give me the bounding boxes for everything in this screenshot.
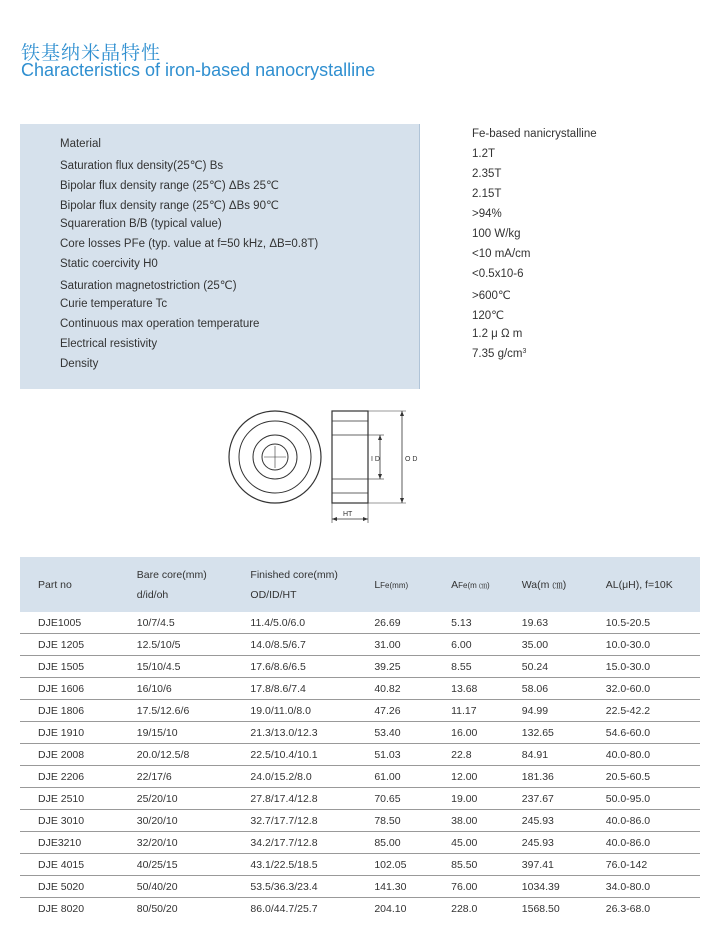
table-row xyxy=(20,678,700,700)
table-cell: DJE 1910 xyxy=(20,722,137,744)
table-cell: 397.41 xyxy=(522,854,606,876)
table-cell: DJE 1606 xyxy=(20,678,137,700)
table-cell: 16.00 xyxy=(451,722,522,744)
table-cell: 32.7/17.7/12.8 xyxy=(250,810,374,832)
table-cell: 5.13 xyxy=(451,612,522,634)
property-label: Bipolar flux density range (25℃) ΔBs 90℃ xyxy=(60,200,279,212)
table-cell: 13.68 xyxy=(451,678,522,700)
property-value: >94% xyxy=(472,208,502,220)
property-label: Core losses PFe (typ. value at f=50 kHz, ΔB=0.8T) xyxy=(60,238,319,250)
table-cell: 245.93 xyxy=(522,832,606,854)
table-cell: 1568.50 xyxy=(521,902,560,915)
table-cell: 35.00 xyxy=(522,634,606,656)
table-row xyxy=(20,612,700,634)
property-value: 2.15T xyxy=(472,188,502,200)
core-front-view xyxy=(229,411,321,503)
table-row xyxy=(20,876,700,898)
table-cell: 19.0/11.0/8.0 xyxy=(250,700,374,722)
table-cell: DJE 2008 xyxy=(20,744,137,766)
table-cell: 85.50 xyxy=(451,854,522,876)
table-cell: 11.4/5.0/6.0 xyxy=(250,612,374,634)
table-cell: DJE 4015 xyxy=(20,854,137,876)
property-value: <0.5x10-6 xyxy=(472,268,524,280)
table-cell: 14.0/8.5/6.7 xyxy=(250,634,374,656)
table-cell: 27.8/17.4/12.8 xyxy=(250,788,374,810)
table-cell: 16/10/6 xyxy=(137,678,251,700)
property-label: Squareration B/B (typical value) xyxy=(60,218,222,230)
property-label: Electrical resistivity xyxy=(60,338,158,350)
table-cell: DJE 3010 xyxy=(20,810,137,832)
property-value: >600℃ xyxy=(472,290,511,302)
table-cell: 53.40 xyxy=(374,722,451,744)
scrollbar-track[interactable] xyxy=(715,540,725,923)
header-bare-core: Bare core(mm) d/id/oh xyxy=(136,568,207,601)
table-cell: DJE1005 xyxy=(20,612,137,634)
table-cell: 31.00 xyxy=(374,634,451,656)
properties-value-panel xyxy=(420,124,700,389)
table-cell: 40.0-80.0 xyxy=(606,744,700,766)
table-cell: DJE 1806 xyxy=(20,700,137,722)
table-cell: 32/20/10 xyxy=(137,832,251,854)
table-cell: 10/7/4.5 xyxy=(137,612,251,634)
header-afe: AFe(m ㎝) xyxy=(451,578,490,591)
core-side-view xyxy=(332,411,406,523)
table-cell: 94.99 xyxy=(522,700,606,722)
table-cell: DJE3210 xyxy=(20,832,137,854)
table-cell: DJE 8020 xyxy=(38,902,85,915)
table-cell: 237.67 xyxy=(522,788,606,810)
table-cell: 141.30 xyxy=(374,876,451,898)
table-cell: 84.91 xyxy=(522,744,606,766)
header-al: AL(μH), f=10K xyxy=(605,578,673,591)
table-cell: 34.0-80.0 xyxy=(606,876,700,898)
table-cell: 50.24 xyxy=(522,656,606,678)
property-label: Continuous max operation temperature xyxy=(60,318,260,330)
table-cell: 22.5/10.4/10.1 xyxy=(250,744,374,766)
table-cell: 85.00 xyxy=(374,832,451,854)
table-row xyxy=(20,832,700,854)
table-header-row xyxy=(20,557,700,612)
table-row xyxy=(20,700,700,722)
table-cell: 53.5/36.3/23.4 xyxy=(250,876,374,898)
table-cell: 19.00 xyxy=(451,788,522,810)
table-cell: DJE 1205 xyxy=(20,634,137,656)
table-cell: 10.5-20.5 xyxy=(606,612,700,634)
table-row xyxy=(20,766,700,788)
table-cell: 11.17 xyxy=(451,700,522,722)
property-value: 1.2 μ Ω m xyxy=(472,328,523,340)
table-row xyxy=(20,656,700,678)
table-row xyxy=(20,722,700,744)
od-label: O D xyxy=(405,456,418,463)
table-cell: 22/17/6 xyxy=(137,766,251,788)
table-cell: 26.3-68.0 xyxy=(605,902,651,915)
id-label: I D xyxy=(371,456,380,463)
title-english: Characteristics of iron-based nanocrystalline xyxy=(21,60,376,80)
property-label: Material xyxy=(60,138,101,150)
property-label: Curie temperature Tc xyxy=(60,298,168,310)
header-part-no: Part no xyxy=(38,578,72,591)
table-cell: DJE 1505 xyxy=(20,656,137,678)
core-spec-table xyxy=(20,557,700,919)
table-cell: 30/20/10 xyxy=(137,810,251,832)
table-cell: 47.26 xyxy=(374,700,451,722)
table-cell: 1034.39 xyxy=(522,876,606,898)
table-cell: 204.10 xyxy=(374,902,407,915)
property-value: 7.35 $g/cm^3$ xyxy=(472,348,527,360)
header-lfe: LFe(mm) xyxy=(374,578,409,591)
table-cell: 43.1/22.5/18.5 xyxy=(250,854,374,876)
table-row xyxy=(20,634,700,656)
property-value: Fe-based nanicrystalline xyxy=(472,128,597,140)
property-value: 1.2T xyxy=(472,148,496,160)
property-value: 100 W/kg xyxy=(472,228,521,240)
table-cell: 40.0-86.0 xyxy=(606,810,700,832)
table-cell: 50.0-95.0 xyxy=(606,788,700,810)
table-cell: DJE 2206 xyxy=(20,766,137,788)
table-cell: 22.8 xyxy=(451,744,522,766)
table-row xyxy=(20,854,700,876)
table-cell: 24.0/15.2/8.0 xyxy=(250,766,374,788)
table-cell: 15/10/4.5 xyxy=(137,656,251,678)
table-cell: 15.0-30.0 xyxy=(606,656,700,678)
header-finished-core: Finished core(mm) OD/ID/HT xyxy=(250,568,338,601)
table-cell: 32.0-60.0 xyxy=(606,678,700,700)
property-label: Bipolar flux density range (25℃) ΔBs 25℃ xyxy=(60,180,279,192)
table-cell: 6.00 xyxy=(451,634,522,656)
table-cell: 34.2/17.7/12.8 xyxy=(250,832,374,854)
ht-label: HT xyxy=(343,511,353,518)
header-wa: Wa(m ㎝) xyxy=(521,579,567,591)
table-row xyxy=(20,744,700,766)
table-cell: 39.25 xyxy=(374,656,451,678)
table-cell: 245.93 xyxy=(522,810,606,832)
table-cell: DJE 2510 xyxy=(20,788,137,810)
table-cell: 17.8/8.6/7.4 xyxy=(250,678,374,700)
table-cell: 61.00 xyxy=(374,766,451,788)
table-cell: 86.0/44.7/25.7 xyxy=(250,902,318,915)
core-dimension-diagram xyxy=(222,408,422,528)
table-cell: 22.5-42.2 xyxy=(606,700,700,722)
table-cell: 21.3/13.0/12.3 xyxy=(250,722,374,744)
table-cell: 8.55 xyxy=(451,656,522,678)
table-cell: 228.0 xyxy=(451,902,478,915)
table-cell: 51.03 xyxy=(374,744,451,766)
table-cell: 70.65 xyxy=(374,788,451,810)
table-cell: 78.50 xyxy=(374,810,451,832)
table-cell: 20.5-60.5 xyxy=(606,766,700,788)
property-label: Saturation flux density(25℃) Bs xyxy=(60,160,224,172)
property-value: 120℃ xyxy=(472,310,505,322)
table-cell: 10.0-30.0 xyxy=(606,634,700,656)
table-cell: 17.6/8.6/6.5 xyxy=(250,656,374,678)
table-cell: 12.5/10/5 xyxy=(137,634,251,656)
table-cell: 40/25/15 xyxy=(137,854,251,876)
table-cell: 20.0/12.5/8 xyxy=(137,744,251,766)
table-cell: 102.05 xyxy=(374,854,451,876)
table-cell: 54.6-60.0 xyxy=(606,722,700,744)
table-cell: 181.36 xyxy=(522,766,606,788)
property-label: Saturation magnetostriction (25℃) xyxy=(60,280,237,292)
table-cell: 40.82 xyxy=(374,678,451,700)
table-cell: 40.0-86.0 xyxy=(606,832,700,854)
table-cell: 76.00 xyxy=(451,876,522,898)
table-cell: 58.06 xyxy=(522,678,606,700)
table-cell: 19/15/10 xyxy=(137,722,251,744)
table-cell: 17.5/12.6/6 xyxy=(137,700,251,722)
table-cell: 45.00 xyxy=(451,832,522,854)
table-cell: 38.00 xyxy=(451,810,522,832)
table-cell: 12.00 xyxy=(451,766,522,788)
property-label: Density xyxy=(60,358,99,370)
density-unit-superscript: 3 xyxy=(522,348,527,355)
table-cell: 76.0-142 xyxy=(606,854,700,876)
property-value: <10 mA/cm xyxy=(472,248,531,260)
table-row xyxy=(20,788,700,810)
table-cell: 132.65 xyxy=(522,722,606,744)
table-cell: 19.63 xyxy=(522,612,606,634)
table-row xyxy=(20,898,700,920)
table-cell: DJE 5020 xyxy=(20,876,137,898)
property-value: 2.35T xyxy=(472,168,502,180)
title-chinese: 铁基纳米晶特性 xyxy=(21,42,162,64)
table-cell: 50/40/20 xyxy=(137,876,251,898)
properties-divider xyxy=(419,124,420,389)
table-row xyxy=(20,810,700,832)
table-cell: 26.69 xyxy=(374,612,451,634)
table-cell: 80/50/20 xyxy=(136,902,178,915)
table-cell: 25/20/10 xyxy=(137,788,251,810)
property-label: Static coercivity H0 xyxy=(60,258,158,270)
